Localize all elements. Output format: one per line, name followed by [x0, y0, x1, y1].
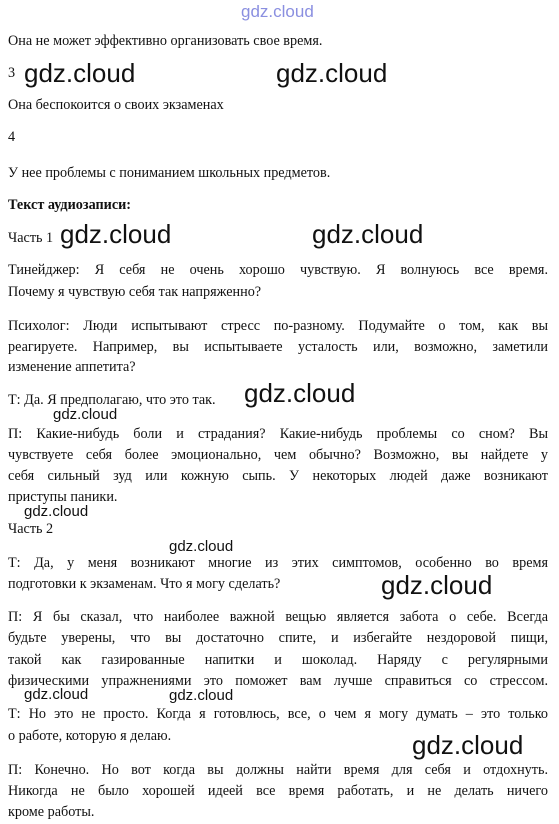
- paragraph-line: реагируете. Например, вы испытываете усталость или, возможно, заметили: [8, 339, 548, 355]
- paragraph-line: Почему я чувствую себя так напряженно?: [8, 284, 262, 300]
- paragraph-line: Психолог: Люди испытывают стресс по-разному. Подумайте о том, как вы: [8, 318, 548, 334]
- answer-line: Она не может эффективно организовать свое время.: [8, 33, 323, 49]
- watermark: gdz.cloud: [24, 686, 89, 703]
- paragraph-line: физическими упражнениями это поможет вам лучше справиться со стрессом.: [8, 673, 548, 689]
- watermark: gdz.cloud: [60, 219, 172, 249]
- answer-line: Она беспокоится о своих экзаменах: [8, 97, 224, 113]
- paragraph-line: Т: Но это не просто. Когда я готовлюсь, все, о чем я могу думать – это только: [8, 706, 548, 722]
- watermark-top: gdz.cloud: [241, 2, 314, 21]
- watermark: gdz.cloud: [53, 406, 118, 423]
- paragraph-line: о работе, которую я делаю.: [8, 728, 172, 744]
- watermark: gdz.cloud: [412, 730, 524, 760]
- paragraph-line: изменение аппетита?: [8, 359, 136, 375]
- paragraph-line: Никогда не было хорошей идеей все время работать, и не делать ничего: [8, 783, 548, 799]
- item-number: 4: [8, 129, 16, 145]
- watermark: gdz.cloud: [312, 219, 424, 249]
- paragraph-line: будьте уверены, что вы достаточно спите, и избегайте нездоровой пищи,: [8, 630, 548, 646]
- watermark: gdz.cloud: [169, 538, 234, 555]
- paragraph-line: Т: Да. Я предполагаю, что это так.: [8, 392, 216, 408]
- paragraph-line: кроме работы.: [8, 804, 95, 820]
- paragraph-line: такой как газированные напитки и шоколад. Наряду с регулярными: [8, 652, 548, 668]
- paragraph-line: подготовки к экзаменам. Что я могу сделать?: [8, 576, 281, 592]
- paragraph-line: П: Какие-нибудь боли и страдания? Какие-нибудь проблемы со сном? Вы: [8, 426, 548, 442]
- part-label: Часть 2: [8, 521, 54, 537]
- watermark: gdz.cloud: [381, 570, 493, 600]
- watermark: gdz.cloud: [24, 503, 89, 520]
- paragraph-line: П: Конечно. Но вот когда вы должны найти время для себя и отдохнуть.: [8, 762, 548, 778]
- paragraph-line: себя сильный зуд или кожную сыпь. У некоторых людей даже возникают: [8, 468, 548, 484]
- section-heading: Текст аудиозаписи:: [8, 197, 132, 213]
- watermark: gdz.cloud: [244, 378, 356, 408]
- watermark: gdz.cloud: [24, 58, 136, 88]
- answer-line: У нее проблемы с пониманием школьных предметов.: [8, 165, 331, 181]
- watermark: gdz.cloud: [276, 58, 388, 88]
- paragraph-line: приступы паники.: [8, 489, 118, 505]
- paragraph-line: Т: Да, у меня возникают многие из этих симптомов, особенно во время: [8, 555, 548, 571]
- paragraph-line: П: Я бы сказал, что наиболее важной вещью является забота о себе. Всегда: [8, 609, 548, 625]
- paragraph-line: Тинейджер: Я себя не очень хорошо чувствую. Я волнуюсь все время.: [8, 262, 548, 278]
- watermark: gdz.cloud: [169, 687, 234, 704]
- part-label: Часть 1: [8, 230, 54, 246]
- paragraph-line: чувствуете себя более эмоционально, чем обычно? Возможно, вы найдете у: [8, 447, 548, 463]
- item-number: 3: [8, 65, 16, 81]
